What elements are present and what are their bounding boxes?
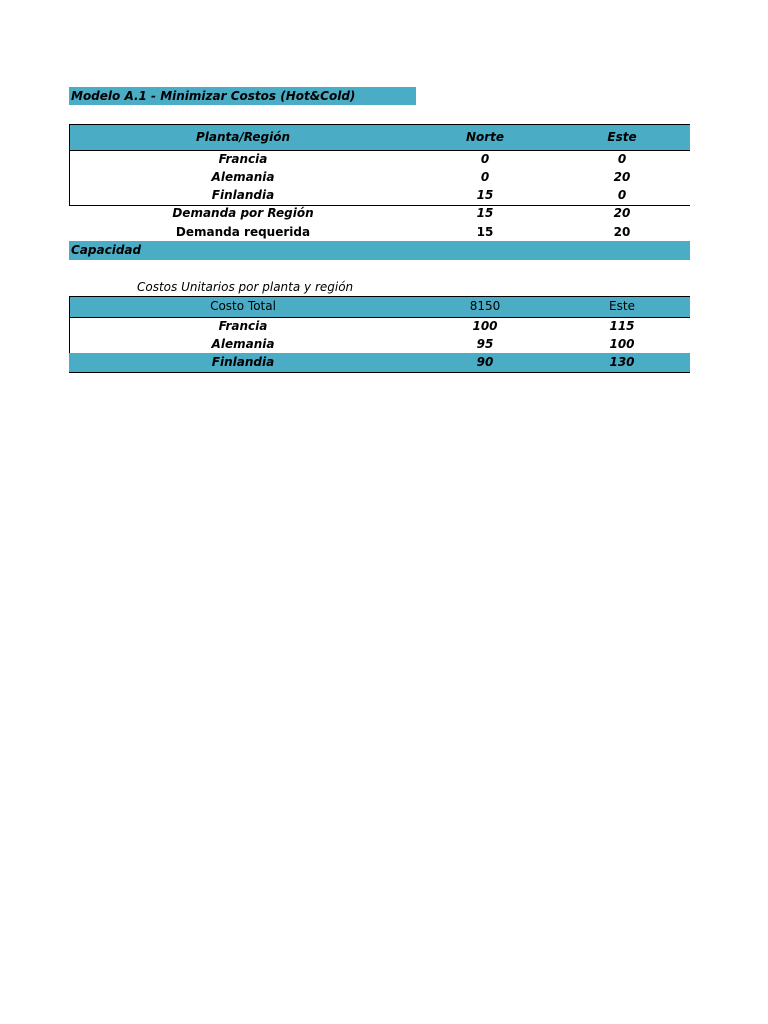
row-value-norte: 0: [480, 152, 490, 166]
demanda-por-region-row: [69, 204, 690, 223]
row-label: Demanda por Región: [172, 206, 314, 220]
capacidad-label: Capacidad: [71, 243, 142, 257]
table-row: [69, 335, 690, 354]
row-value-norte: 15: [476, 188, 494, 202]
table-row: [69, 317, 690, 336]
row-label: Alemania: [211, 337, 275, 351]
row-value-norte: 100: [472, 319, 498, 333]
table-row: [69, 168, 690, 187]
row-label: Finlandia: [211, 188, 275, 202]
row-value-norte: 15: [476, 225, 494, 239]
table2-header-row: [69, 296, 690, 317]
table-row: [69, 150, 690, 169]
table-row: [69, 353, 690, 372]
header-costo-total: Costo Total: [210, 299, 276, 313]
row-value-este: 20: [613, 225, 631, 239]
row-value-norte: 90: [476, 355, 494, 369]
row-label: Finlandia: [211, 355, 275, 369]
row-value-este: 115: [609, 319, 635, 333]
table2-bottom-border: [69, 372, 690, 373]
row-value-norte: 0: [480, 170, 490, 184]
header-total-value: 8150: [469, 299, 501, 313]
row-value-norte: 95: [476, 337, 494, 351]
row-value-este: 0: [617, 152, 627, 166]
table1-header-row: [69, 125, 690, 150]
row-label: Francia: [218, 319, 268, 333]
header-norte: Norte: [465, 130, 505, 144]
header-planta-region: Planta/Región: [195, 130, 291, 144]
row-label: Francia: [218, 152, 268, 166]
demanda-requerida-row: [69, 223, 690, 242]
table-row: [69, 186, 690, 205]
row-value-este: 20: [613, 170, 631, 184]
table2-top-border: [69, 296, 690, 297]
row-value-este: 130: [609, 355, 635, 369]
table2-caption: Costos Unitarios por planta y región: [137, 280, 354, 294]
row-value-este: 0: [617, 188, 627, 202]
sheet-title: Modelo A.1 - Minimizar Costos (Hot&Cold): [71, 89, 356, 103]
row-label: Alemania: [211, 170, 275, 184]
row-value-norte: 15: [476, 206, 494, 220]
row-value-este: 20: [613, 206, 631, 220]
header-este: Este: [609, 299, 635, 313]
header-este: Este: [607, 130, 637, 144]
table1-top-border: [69, 124, 690, 125]
capacidad-row: [69, 241, 690, 260]
row-label: Demanda requerida: [175, 225, 311, 239]
row-value-este: 100: [609, 337, 635, 351]
